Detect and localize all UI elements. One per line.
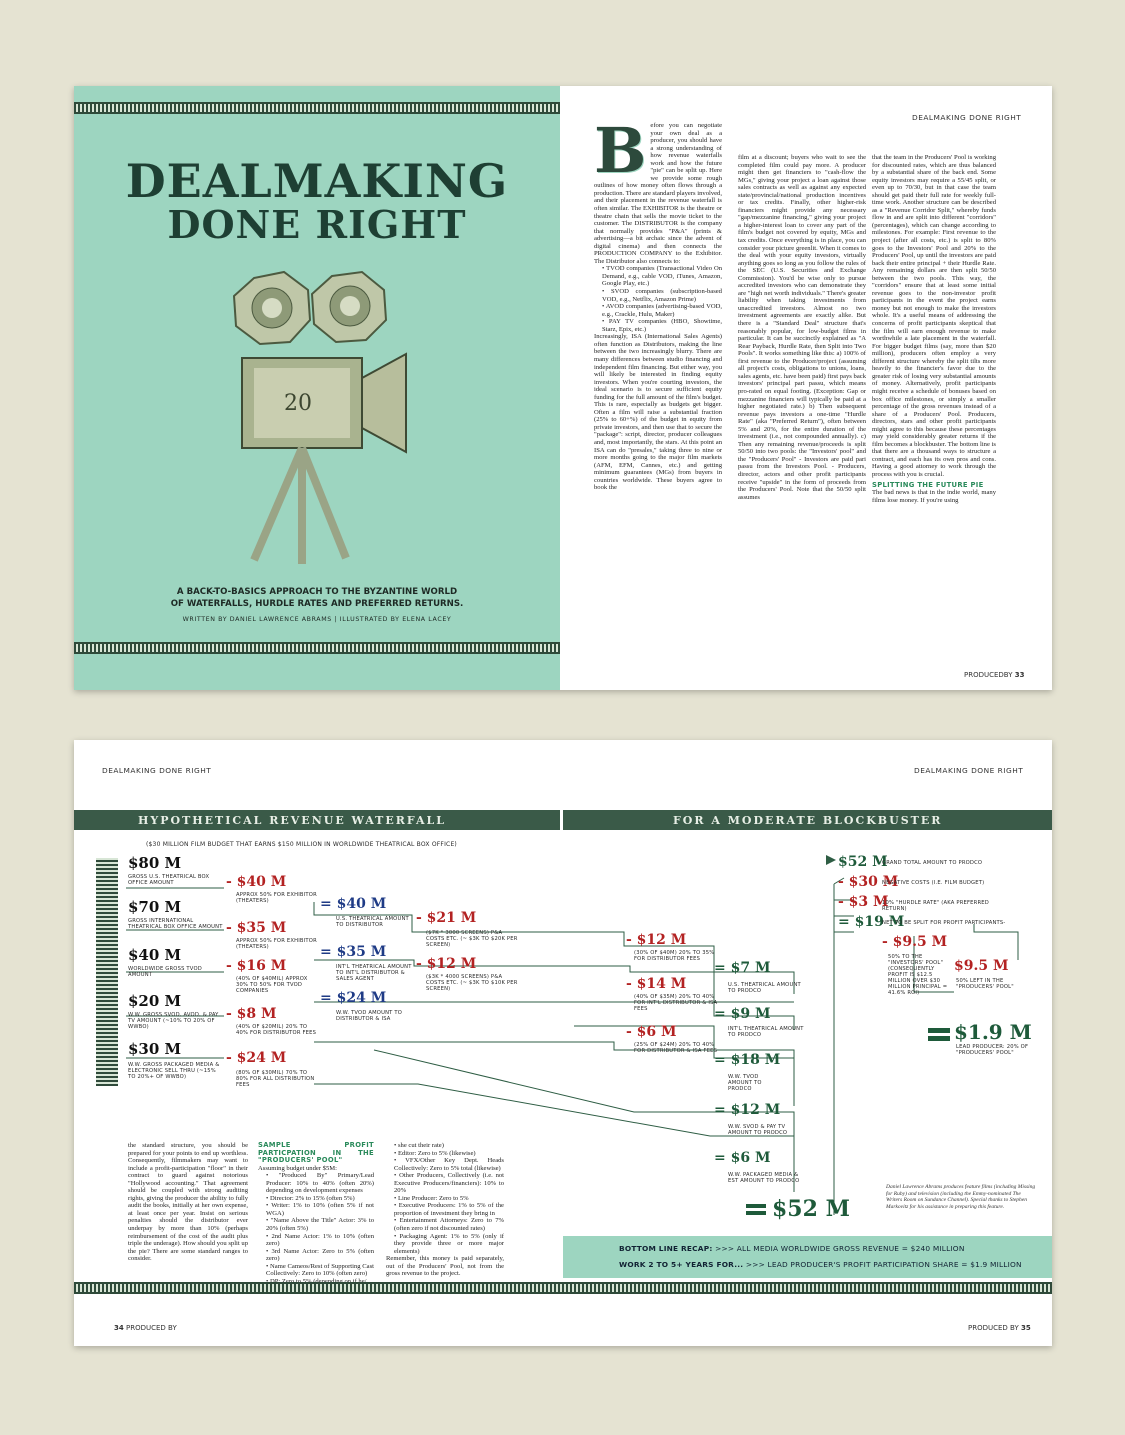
negative-cost-amount: - $30 M: [838, 874, 899, 890]
deck-line1: A BACK-TO-BASICS APPROACH TO THE BYZANTINE WORLD: [176, 587, 458, 597]
grand-total-label: GRAND TOTAL AMOUNT TO PRODCO: [882, 860, 983, 866]
source-label: GROSS INTERNATIONAL THEATRICAL BOX OFFICE AMOUNT: [128, 918, 223, 930]
prodco-label: U.S. THEATRICAL AMOUNT TO PRODCO: [728, 982, 801, 994]
exhibitor-label: (80% OF $30MIL) 70% TO 80% FOR ALL DISTRIBUTION FEES: [236, 1070, 315, 1088]
distributor-amount: = $40 M: [320, 896, 387, 912]
chart-subtitle: ($30 MILLION FILM BUDGET THAT EARNS $150 MILLION IN WORLDWIDE THEATRICAL BOX OFFICE): [146, 841, 457, 848]
running-head-left: DEALMAKING DONE RIGHT: [102, 766, 212, 775]
exhibitor-label: (40% OF $40MIL) APPROX 30% TO 50% FOR TVOD COMPANIES: [236, 976, 308, 994]
sample-list-cont: [386, 1142, 504, 1255]
folio-right: [964, 671, 1025, 679]
recap-label: WORK 2 TO 5+ YEARS FOR...: [619, 1260, 744, 1269]
negative-cost-label: NEGATIVE COSTS (I.E. FILM BUDGET): [882, 880, 985, 886]
grand-total-amount: $52 M: [838, 854, 888, 870]
col3-text-cont: The bad news is that in the indie world, many films lose money. If you're using: [872, 489, 996, 504]
dist-fee-amount: - $12 M: [626, 932, 687, 948]
cover-page: [74, 86, 560, 690]
recap-label: BOTTOM LINE RECAP:: [619, 1244, 713, 1253]
sample-list: [258, 1172, 374, 1285]
decorative-band-bottom: [74, 1282, 1052, 1294]
source-label: W.W. GROSS PACKAGED MEDIA & ELECTRONIC SELL THRU (~15% TO 20%+ OF WWBO): [128, 1062, 220, 1080]
list-item: • Packaging Agent: 1% to 5% (only if they provide three or more major elements): [394, 1233, 504, 1256]
distributor-label: W.W. TVOD AMOUNT TO DISTRIBUTOR & ISA: [336, 1010, 403, 1022]
recap-text: >>> ALL MEDIA WORLDWIDE GROSS REVENUE = $240 MILLION: [715, 1244, 965, 1253]
pa-label: ($7K * 3000 SCREENS) P&A COSTS ETC. (~ $3K TO $20K PER SCREEN): [426, 930, 518, 948]
article-column-1: [594, 122, 722, 628]
prodco-amount: = $7 M: [714, 960, 771, 976]
source-label: W.W. GROSS SVOD, AVOD, & PAY TV AMOUNT (~10% TO 20% OF WWBO): [128, 1012, 219, 1030]
recap-line-2: [619, 1260, 1022, 1269]
source-amount: $30 M: [128, 1040, 182, 1058]
page-number: 34: [114, 1324, 124, 1332]
source-amount: $70 M: [128, 898, 182, 916]
exhibitor-amount: - $16 M: [226, 958, 287, 974]
folio-brand: PRODUCEDBY: [964, 671, 1013, 679]
distributor-amount: = $35 M: [320, 944, 387, 960]
distributor-amount: = $24 M: [320, 990, 387, 1006]
exhibitor-label: (40% OF $20MIL) 20% TO 40% FOR DISTRIBUTOR FEES: [236, 1024, 317, 1036]
recap-text: >>> LEAD PRODUCER'S PROFIT PARTICIPATION SHARE = $1.9 MILLION: [745, 1260, 1022, 1269]
producers-pool-amount: $9.5 M: [954, 958, 1009, 974]
distributor-list: [594, 265, 722, 333]
pa-label: ($3K * 4000 SCREENS) P&A COSTS ETC. (~ $3K TO $10K PER SCREEN): [426, 974, 518, 992]
distributor-label: U.S. THEATRICAL AMOUNT TO DISTRIBUTOR: [336, 916, 409, 928]
list-item: • Executive Producers: 1% to 5% of the proportion of investment they bring in: [394, 1202, 504, 1217]
recap-line-1: [619, 1244, 965, 1253]
headline-line2: DONE RIGHT: [167, 202, 467, 247]
list-item: • 2nd Name Actor: 1% to 10% (often zero): [266, 1233, 374, 1248]
dist-fee-amount: - $6 M: [626, 1024, 677, 1040]
list-item: • Name Cameos/Rest of Supporting Cast Collectively: Zero to 10% (often zero): [266, 1263, 374, 1278]
exhibitor-amount: - $40 M: [226, 874, 287, 890]
dist-fee-label: (40% OF $35M) 20% TO 40% FOR INT'L DISTRIBUTOR & ISA FEES: [634, 994, 718, 1012]
lead-producer-amount: $1.9 M: [954, 1020, 1032, 1044]
list-item: • Line Producer: Zero to 5%: [394, 1195, 504, 1203]
spread-pages-34-35: [74, 740, 1052, 1346]
folio-left: [114, 1324, 177, 1332]
list-item: • AVOD companies (advertising-based VOD, e.g., Crackle, Hulu, Maker): [602, 303, 722, 318]
lead-producer-label: LEAD PRODUCER: 20% OF "PRODUCERS' POOL": [956, 1044, 1029, 1056]
prodco-amount: = $18 M: [714, 1052, 781, 1068]
banner-right: FOR A MODERATE BLOCKBUSTER: [563, 810, 1052, 830]
list-item: • TVOD companies (Transactional Video On Demand, e.g., cable VOD, iTunes, Amazon, Google Play, etc.): [602, 265, 722, 288]
subhead-splitting: SPLITTING THE FUTURE PIE: [872, 480, 984, 489]
sample-heading: SAMPLE PROFIT PARTICPATION IN THE "PRODUCERS' POOL": [258, 1142, 374, 1165]
exhibitor-amount: - $24 M: [226, 1050, 287, 1066]
prodco-label: W.W. SVOD & PAY TV AMOUNT TO PRODCO: [728, 1124, 788, 1136]
list-item: • she cut their rate): [394, 1142, 504, 1150]
author-credit: Daniel Lawrence Abrams produces feature films (including Missing for Ruby) and television (including the Emmy-nominated The Writers Room on Sundance Channel). Special thanks to Stephen Markovitz for his assistance in preparing this feature.: [886, 1184, 1036, 1210]
equals-icon: [928, 1028, 950, 1033]
source-amount: $40 M: [128, 946, 182, 964]
pa-amount: - $12 M: [416, 956, 477, 972]
prodco-label: INT'L THEATRICAL AMOUNT TO PRODCO: [728, 1026, 804, 1038]
list-item: • Writer: 1% to 10% (often 5% if not WGA): [266, 1202, 374, 1217]
list-item: • Entertainment Attorneys: Zero to 7% (often zero if not discounted rates): [394, 1217, 504, 1232]
source-amount: $20 M: [128, 992, 182, 1010]
list-item: • PAY TV companies (HBO, Showtime, Starz, Epix, etc.): [602, 318, 722, 333]
dist-fee-label: (30% OF $40M) 20% TO 35% FOR DISTRIBUTOR FEES: [634, 950, 715, 962]
running-head-right: DEALMAKING DONE RIGHT: [914, 766, 1024, 775]
col1-text-cont: Increasingly, ISA (International Sales Agents) often function as Distributors, making the line between the two increasingly blurry. There are many differences between studio financing and independent film financing. But either way, you will likely be interested in finding equity investors. When you're courting investors, the ideal scenario is to secure sufficient equity funding for the full amount of the film's budget. This is rare, especially as budgets get bigger. Often a film will raise a substantial fraction (25% to 60+%) of the budget in equity from private investors, and then use that to secure the "package": script, director, producer colleagues and, most importantly, the stars. At this point an ISA can do "presales," taking three to nine or more months going to the major film markets (AFM, EFM, Cannes, etc.) and getting minimum guarantees (MGs) from buyers in countries worldwide. These buyers agree to book the: [594, 333, 722, 492]
list-item: • Director: 2% to 15% (often 5%): [266, 1195, 374, 1203]
article-column-2: [738, 154, 866, 636]
investors-pool-amount: - $9.5 M: [882, 934, 948, 950]
svg-text:20: 20: [284, 391, 312, 416]
exhibitor-label: APPROX 50% FOR EXHIBITOR (THEATERS): [236, 892, 317, 904]
list-item: • Editor: Zero to 5% (likewise): [394, 1150, 504, 1158]
list-item: • SVOD companies (subscription-based VOD, e.g., Netflix, Amazon Prime): [602, 288, 722, 303]
page-number: 33: [1014, 671, 1025, 679]
drop-cap: B: [594, 122, 647, 187]
exhibitor-label: APPROX 50% FOR EXHIBITOR (THEATERS): [236, 938, 317, 950]
byline: WRITTEN BY DANIEL LAWRENCE ABRAMS | ILLUSTRATED BY ELENA LACEY: [182, 616, 452, 623]
list-item: • "Name Above the Title" Actor: 3% to 20% (often 5%): [266, 1217, 374, 1232]
source-label: WORLDWIDE GROSS TVOD AMOUNT: [128, 966, 202, 978]
page-number: 35: [1020, 1324, 1031, 1332]
prodco-label: W.W. TVOD AMOUNT TO PRODCO: [728, 1074, 762, 1092]
list-item: • VFX/Other Key Dept. Heads Collectively: Zero to 5% total (likewise): [394, 1157, 504, 1172]
distributor-label: INT'L THEATRICAL AMOUNT TO INT'L DISTRIBUTOR & SALES AGENT: [336, 964, 412, 982]
col3-text: that the team in the Producers' Pool is working for discounted rates, which are thus balanced by a substantial share of the back end. Some equity investors may require a 55/45 split, or even up to 70/30, but in that case the team should get paid their full rate for weekly full-time work. Another structure can be described as a "Revenue Corridor Split," whereby funds flow in and are split into different "corridors" (percentages), which can change according to milestones. For example: First revenue to the project (after all costs, etc.) is split to 80% goes to the Investors' Pool and 20% to the Producers' Pool, up until the investors are paid back their entire principal + their Hurdle Rate. Any remaining dollars are then split 50/50 between the two pools. This way, the "corridors" ensure that at least some initial revenue goes to the non-investor profit participants in the event the project earns money but not enough to make the investors whole. It's a useful means of addressing the concerns of profit participants skeptical that the film will earn enough revenue to make worthwhile a late placement in the waterfall. For bigger budget films (say, more than $20 million), producers often employ a very different structure whereby the split tilts more heavily to the financier's favor due to the greater risk of losing very substantial amounts of money. Alternatively, profit participants might receive a schedule of bonuses based on box office milestones, or simply a smaller percentage of the gross revenues instead of a share of a Producers' Pool. Producers, directors, stars and other profit participants might agree to this because these percentages may yield considerably greater returns if the film becomes a blockbuster. The bottom line is that there are a thousand ways to structure a contract, and each has its own pros and cons. Having a good attorney to work through the process with you is crucial.: [872, 154, 996, 478]
exhibitor-amount: - $8 M: [226, 1006, 277, 1022]
prodco-amount: = $6 M: [714, 1150, 771, 1166]
net-label: NET TO BE SPLIT FOR PROFIT PARTICIPANTS-: [882, 920, 1006, 926]
spread-pages-32-33: [74, 86, 1052, 690]
producers-pool-label: 50% LEFT IN THE "PRODUCERS' POOL": [956, 978, 1014, 990]
col1-text: efore you can negotiate your own deal as a producer, you should have a strong understanding of how revenue waterfalls work and how the future "pie" can be split up. Here we provide some rough outlines of how money often flows through a production. There are standard players involved, and their placement in the revenue waterfall is often similar. The EXHIBITOR is the theatre or theatre chain that sells the movie ticket to the customer. The DISTRIBUTOR is the company that normally provides "P&A" (prints & advertising—a bit archaic since the advent of digital cinema) and then connects the PRODUCTION COMPANY to the Exhibitor. The Distributor also connects to:: [594, 122, 722, 265]
equals-icon: [746, 1204, 766, 1208]
running-head: DEALMAKING DONE RIGHT: [912, 113, 1022, 122]
folio-brand: PRODUCED BY: [125, 1324, 177, 1332]
decorative-band-bottom: [74, 642, 560, 654]
pa-amount: - $21 M: [416, 910, 477, 926]
bottom-line-recap: [563, 1236, 1052, 1278]
prodco-amount: = $12 M: [714, 1102, 781, 1118]
headline-line1: DEALMAKING: [125, 154, 509, 208]
prodco-label: W.W. PACKAGED MEDIA & EST AMOUNT TO PRODCO: [728, 1172, 800, 1184]
exhibitor-amount: - $35 M: [226, 920, 287, 936]
list-item: • 3rd Name Actor: Zero to 5% (often zero): [266, 1248, 374, 1263]
prodco-amount: = $9 M: [714, 1006, 771, 1022]
net-amount: = $19 M: [838, 914, 905, 930]
col2-text: film at a discount; buyers who wait to see the completed film could pay more. A producer might then get financiers to "cash-flow the MGs," giving your project a loan against those sales contracts as well as against any expected state/provincial/national production incentives or tax credits. Finally, other higher-risk financiers might provide any necessary "gap/mezzanine financing," giving your project a higher-interest loan to cover any part of the film's budget not covered by equity, MGs and tax credits. Once everything is in place, you can consider your picture greenlit. When it comes to the deal with your equity investors, virtually anything goes so long as you follow the rules of the SEC (U.S. Securities and Exchange Commission). You'd be wise only to pursue accredited investors who can demonstrate they are "high net worth individuals." There's greater liability when taking investments from unaccredited investors. Almost no two investment agreements are exactly alike. But there is a "Standard Deal" structure that's reasonably popular, for low-budget films in particular. It can be succinctly explained as "A Rear Payback, Hurdle Rate, then Split into Two Pools". It works something like this: a) 100% of first revenue to the Producer/project (assuming all project's costs, obligations to unions, loans, sales agents, etc. have been paid) first pays back investors' principal pari passu, which means pro-rated on equal footing. (Exception: Gap or mezzanine financiers will typically be paid at a higher negotiated rate.) b) Then subsequent revenue pays investors a one-time "Hurdle Rate" (aka "Preferred Return"), often between 5% and 20%, for the entire duration of the investment (i.e., not compounded annually). c) Then any remaining revenue/proceeds is split 50/50 into two pools: the "Investors' pool" and the "Producers' Pool" - Investors are paid pari passu from the Investors Pool. - Producers, director, actors and other profit participants receive "upside" in the form of proceeds from the Producers' Pool. Note that the 50/50 split assumes: [738, 154, 866, 501]
total-amount: $52 M: [772, 1196, 850, 1222]
source-label: GROSS U.S. THEATRICAL BOX OFFICE AMOUNT: [128, 874, 210, 886]
col-c-end: Remember, this money is paid separately, out of the Producers' Pool, not from the gross revenue to the project.: [386, 1255, 504, 1278]
banner-left: HYPOTHETICAL REVENUE WATERFALL: [74, 810, 560, 830]
list-item: • "Produced By" Primary/Lead Producer: 10% to 40% (often 20%) depending on development expenses: [266, 1172, 374, 1195]
folio-brand: PRODUCED BY: [968, 1324, 1019, 1332]
hurdle-amount: - $3 M: [838, 894, 889, 910]
hurdle-label: 10% "HURDLE RATE" (AKA PREFERRED RETURN): [882, 900, 989, 912]
col-a-text: the standard structure, you should be prepared for your points to end up worthless. Consequently, filmmakers may want to include a profit-participation "floor" in their contract to guard against notorious "Hollywood accounting." That agreement should be coupled with strong auditing rights, giving the producer the ability to fully audit the books, initially at her own expense, at least once per year. Insist on serious penalties should the distributor ever underpay by more than 10% (perhaps reimbursement of the cost of the audit plus triple the underage). How should you split up the pie? There are some standard ranges to consider.: [128, 1142, 248, 1263]
dist-fee-amount: - $14 M: [626, 976, 687, 992]
dist-fee-label: (25% OF $24M) 20% TO 40% FOR DISTRIBUTOR & ISA FEES: [634, 1042, 718, 1054]
investors-pool-label: 50% TO THE "INVESTORS' POOL" (CONSEQUENTLY PROFIT IS $12.5 MILLION OVER $30 MILLION PRINCIPAL = 41.6% ROI): [888, 954, 948, 996]
deck-line2: OF WATERFALLS, HURDLE RATES AND PREFERRED RETURNS.: [170, 599, 464, 609]
money-camera-illustration: [214, 268, 414, 568]
list-item: • Other Producers, Collectively (i.e. not Executive Producers/financiers): 10% to 20%: [394, 1172, 504, 1195]
article-column-a: [128, 1142, 248, 1292]
article-column-3: [872, 154, 996, 636]
sample-intro: Assuming budget under $5M:: [258, 1164, 337, 1172]
folio-right: [968, 1324, 1031, 1332]
source-amount: $80 M: [128, 854, 182, 872]
decorative-band-top: [74, 102, 560, 114]
